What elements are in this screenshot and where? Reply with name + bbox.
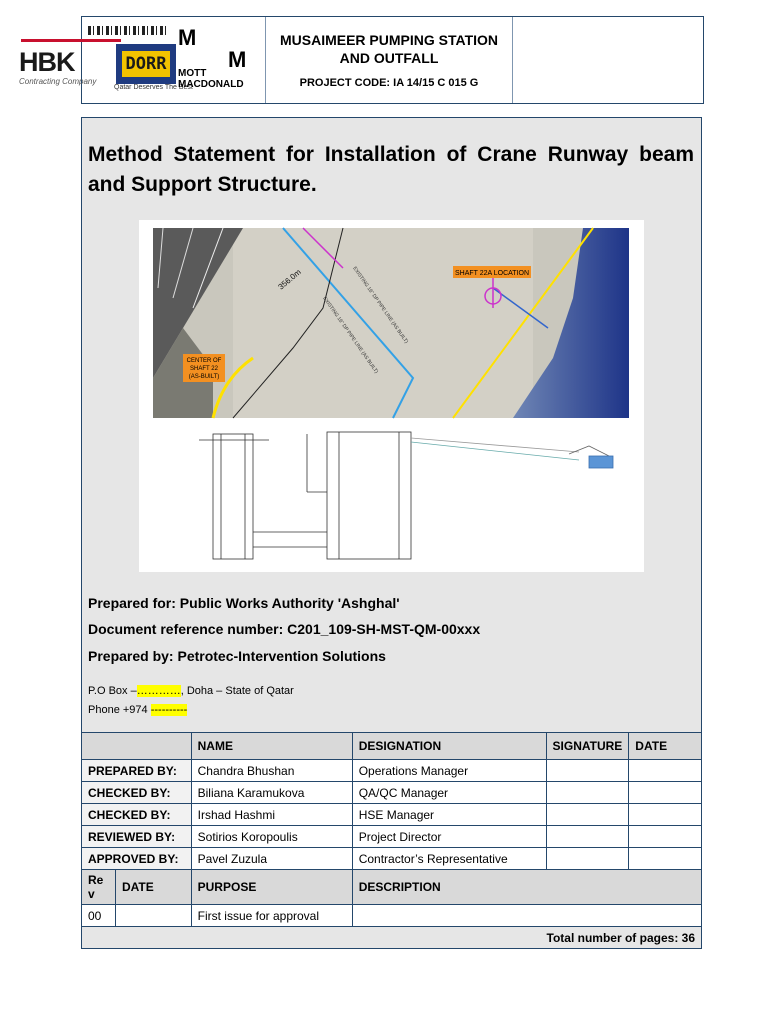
- prepared-for: Prepared for: Public Works Authority 'Ashghal': [88, 595, 400, 611]
- distance-label: 356.0m: [276, 267, 303, 292]
- hbk-logo-subtitle: Contracting Company: [19, 77, 97, 86]
- signoff-role: CHECKED BY:: [82, 804, 192, 826]
- signoff-role: CHECKED BY:: [82, 782, 192, 804]
- hbk-logo: [19, 35, 125, 95]
- header-blank: [82, 733, 192, 760]
- header-name: NAME: [191, 733, 352, 760]
- mott-logo-letter: M: [178, 25, 197, 50]
- revision-header-date: DATE: [115, 870, 191, 905]
- signoff-role: PREPARED BY:: [82, 760, 192, 782]
- signoff-designation: Contractor’s Representative: [352, 848, 546, 870]
- existing-pipe-label-1: EXISTING 16" DP PIPE LINE (AS BUILT): [351, 265, 410, 345]
- center-shaft-label-3: (AS-BUILT): [188, 374, 220, 380]
- phone-line: [88, 704, 187, 716]
- po-box-blank: …………: [136, 685, 181, 697]
- signoff-name: Chandra Bhushan: [191, 760, 352, 782]
- center-shaft-label-2: SHAFT 22: [190, 366, 218, 372]
- signoff-role: REVIEWED BY:: [82, 826, 192, 848]
- signoff-designation: Operations Manager: [352, 760, 546, 782]
- signoff-row: [82, 848, 702, 870]
- project-title-line-2: AND OUTFALL: [339, 50, 439, 66]
- signoff-name: Biliana Karamukova: [191, 782, 352, 804]
- phone-blank: ----------: [150, 704, 188, 716]
- signoff-signature: [546, 760, 629, 782]
- center-shaft-label-1: CENTER OF: [186, 358, 222, 364]
- barcode-logo-graphic: [88, 26, 168, 35]
- signoff-signature: [546, 782, 629, 804]
- hbk-logo-line: [21, 39, 121, 42]
- signoff-table: [81, 732, 702, 949]
- signoff-header-row: [82, 733, 702, 760]
- signoff-name: Irshad Hashmi: [191, 804, 352, 826]
- signoff-designation: Project Director: [352, 826, 546, 848]
- signoff-name: Sotirios Koropoulis: [191, 826, 352, 848]
- revision-header-purpose: PURPOSE: [191, 870, 352, 905]
- po-box-line: [88, 685, 294, 697]
- signoff-date: [629, 848, 702, 870]
- signoff-row: [82, 782, 702, 804]
- document-header: [19, 16, 704, 104]
- signoff-row: [82, 804, 702, 826]
- aerial-site-map: [153, 228, 629, 418]
- dorr-logo: [116, 44, 176, 84]
- signoff-date: [629, 804, 702, 826]
- signoff-row: [82, 826, 702, 848]
- signoff-signature: [546, 848, 629, 870]
- revision-row: [82, 905, 702, 927]
- signoff-date: [629, 782, 702, 804]
- signoff-designation: QA/QC Manager: [352, 782, 546, 804]
- revision-description: [352, 905, 701, 927]
- hbk-logo-word: HBK: [19, 47, 75, 77]
- site-figure: [139, 220, 644, 572]
- header-designation: DESIGNATION: [352, 733, 546, 760]
- document-reference: Document reference number: C201_109-SH-MST-QM-00xxx: [88, 621, 481, 637]
- signoff-signature: [546, 804, 629, 826]
- total-pages: Total number of pages: 36: [82, 927, 702, 949]
- mott-logo-text: MOTT MACDONALD: [178, 68, 244, 90]
- signoff-date: [629, 760, 702, 782]
- dorr-logo-subtitle: Qatar Deserves The Best: [114, 84, 193, 91]
- revision-header-row: [82, 870, 702, 905]
- document-title: Method Statement for Installation of Crane Runway beam and Support Structure.: [88, 143, 694, 196]
- revision-purpose: First issue for approval: [191, 905, 352, 927]
- signoff-name: Pavel Zuzula: [191, 848, 352, 870]
- mott-logo-letter-2: M: [228, 47, 247, 72]
- existing-pipe-label-2: EXISTING 16" DP PIPE LINE (AS BUILT): [321, 295, 380, 375]
- signoff-date: [629, 826, 702, 848]
- project-code: PROJECT CODE: IA 14/15 C 015 G: [299, 77, 479, 89]
- project-title-line-1: MUSAIMEER PUMPING STATION: [279, 32, 499, 48]
- mott-logo-word: [178, 68, 244, 90]
- logo-cell: [19, 17, 266, 103]
- header-signature: SIGNATURE: [546, 733, 629, 760]
- shaft-section-drawing: [199, 432, 619, 562]
- revision-header-rev: Re v: [82, 870, 116, 905]
- revision-number: 00: [82, 905, 116, 927]
- signoff-designation: HSE Manager: [352, 804, 546, 826]
- signoff-signature: [546, 826, 629, 848]
- dorr-logo-word: DORR: [122, 51, 170, 77]
- signoff-row: [82, 760, 702, 782]
- project-title-cell: [266, 17, 513, 103]
- po-box-suffix: , Doha – State of Qatar: [180, 685, 294, 697]
- header-date: DATE: [629, 733, 702, 760]
- signoff-role: APPROVED BY:: [82, 848, 192, 870]
- prepared-by: Prepared by: Petrotec-Intervention Solutions: [88, 648, 386, 664]
- phone-prefix: Phone +974: [88, 704, 151, 716]
- revision-header-description: DESCRIPTION: [352, 870, 701, 905]
- po-box-prefix: P.O Box –: [88, 685, 137, 697]
- total-pages-row: [82, 927, 702, 949]
- revision-date: [115, 905, 191, 927]
- shaft-22a-label: SHAFT 22A LOCATION: [454, 270, 530, 277]
- header-blank-cell: [513, 17, 703, 103]
